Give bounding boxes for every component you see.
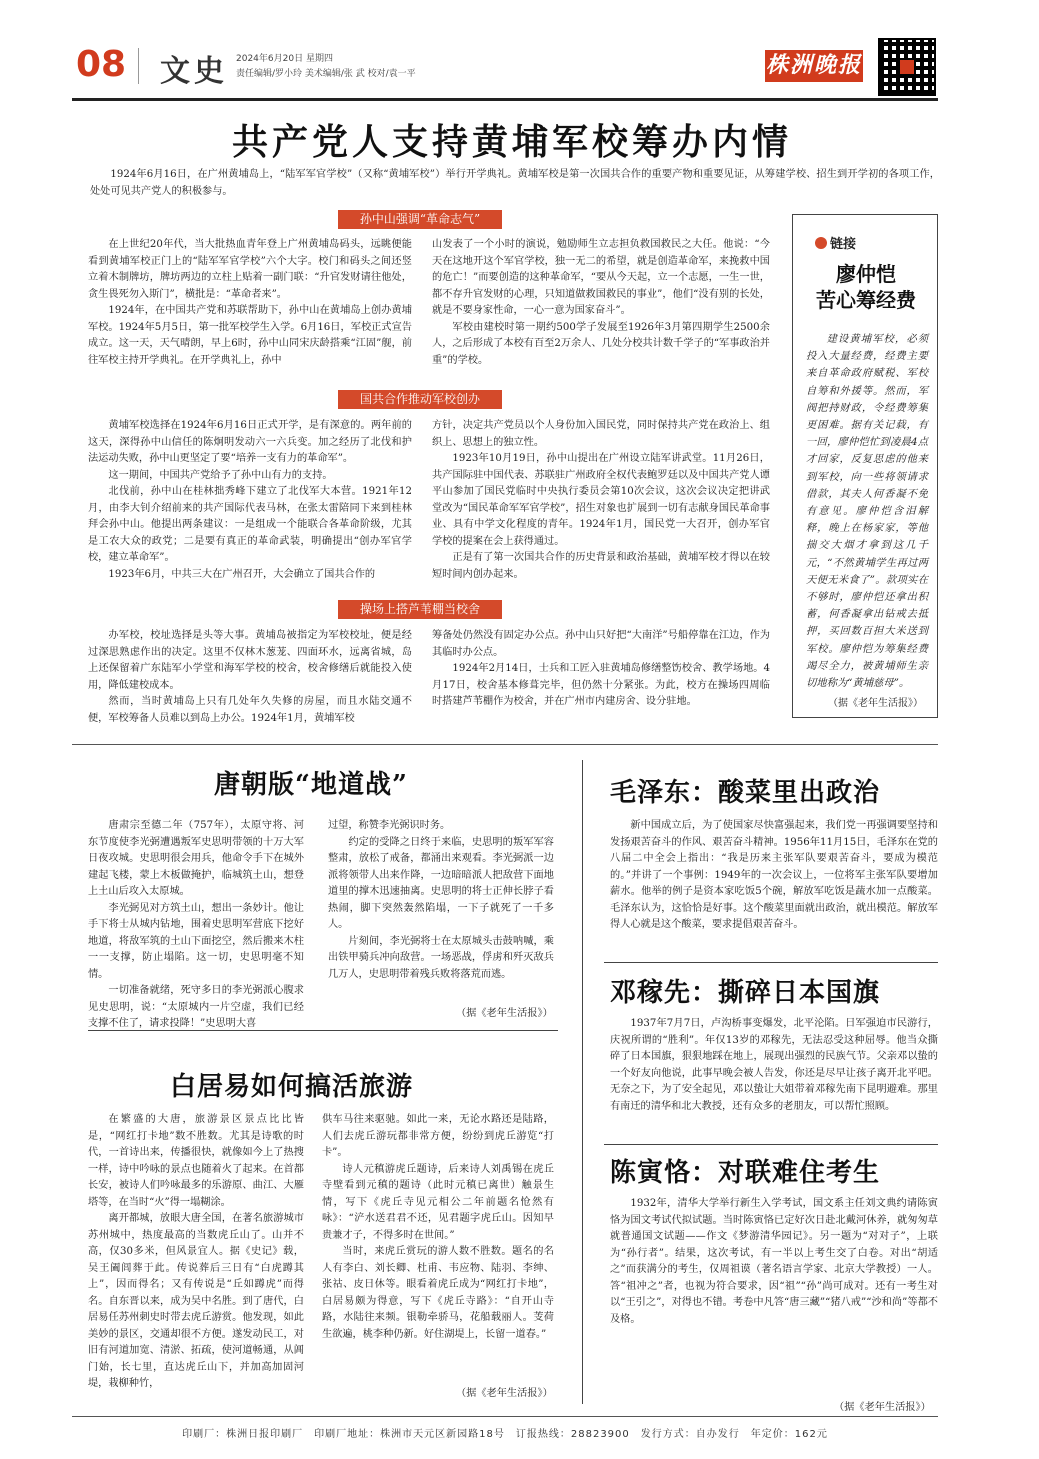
section-name: 文史 <box>160 54 228 89</box>
newspaper-logo: 株洲晚报 <box>765 50 863 82</box>
s3-col-left: 办军校，校址选择是头等大事。黄埔岛被指定为军校校址，便是经过深思熟虑作出的决定。这里不仅林木葱茏、四面环水，远离省城，岛上还保留着广东陆军小学堂和海军学校的校舍，校舍修缮后就能投入使用，降低建校成本。 然而，当时黄埔岛上只有几处年久失修的房屋，而且水陆交通不便，军校筹备人员难以到岛上办公。1924年1月，黄埔军校 <box>88 630 412 724</box>
bai-col-right: 供车马往来驱驰。如此一来，无论水路还是陆路，人们去虎丘游玩都非常方便，纷纷到虎丘游览“打卡”。 诗人元稹游虎丘题诗，后来诗人刘禹锡在虎丘寺壁看到元稹的题诗（此时元稹已离世）触景生情，写下《虎丘寺见元相公二年前题名怆然有咏》：“浐水送君君不还，见君题字虎丘山。因知早贵兼才子，不得多时在世间。” 当时，来虎丘赏玩的游人数不胜数。题名的名人有李白、刘长卿、杜甫、韦应物、陆羽、李绅、张祜、皮日休等。眼看着虎丘成为“网红打卡地”，白居易颇为得意，写下《虎丘寺路》：“自开山寺路，水陆往来频。银勒牵骄马，花船载丽人。芰荷生欲遍，桃李种仍新。好住湖堤上，长留一道春。” <box>322 1114 554 1340</box>
s2-col-left: 黄埔军校选择在1924年6月16日正式开学，是有深意的。两年前的这天，深得孙中山信任的陈炯明发动六一六兵变。加之经历了北伐和护法运动失败，孙中山更坚定了要“培养一支有力的革命军”。 这一期间，中国共产党给予了孙中山有力的支持。 北伐前，孙中山在桂林拙秀峰下建立了北伐军大本营。1921年12月，由李大钊介绍前来的共产国际代表马林，在张太雷陪同下来到桂林拜会孙中山。他提出两条建议：一是组成一个能联合各革命阶级，尤其是工农大众的政党；二是要有真正的革命武装，明确提出“创办军官学校，建立革命军”。 1923年6月，中共三大在广州召开，大会确立了国共合作的 <box>88 420 412 580</box>
date-line: 2024年6月20日 星期四 <box>236 54 333 64</box>
s2-col-right: 方针，决定共产党员以个人身份加入国民党，同时保持共产党在政治上、组织上、思想上的独立性。 1923年10月19日，孙中山提出在广州设立陆军讲武堂。11月26日，共产国际驻中国代表、苏联驻广州政府全权代表鲍罗廷以及中国共产党人谭平山参加了国民党临时中央执行委员会第10次会议，这次会议决定把讲武堂改为“国民革命军军官学校”，招生对象也扩展到一切有志献身国民革命事业、具有中学文化程度的青年。1924年1月，国民党一大召开，创办军官学校的提案在会上获得通过。 正是有了第一次国共合作的历史背景和政治基础，黄埔军校才得以在较短时间内创办起来。 <box>432 420 770 580</box>
left-hsep <box>88 1030 558 1031</box>
sidebar-title: 廖仲恺 苦心筹经费 <box>816 262 916 312</box>
subhead-2: 国共合作推动军校创办 <box>338 390 502 409</box>
header-rule <box>72 98 938 101</box>
tang-title: 唐朝版“地道战” <box>214 770 408 800</box>
main-lead: 1924年6月16日，在广州黄埔岛上，“陆军军官学校”（又称“黄埔军校”）举行开学典礼。黄埔军校是第一次国共合作的重要产物和重要见证，从筹建学校、招生到开学初的各项工作，处处可见共产党人的积极参与。 <box>90 169 940 197</box>
mao-body: 新中国成立后，为了使国家尽快富强起来，我们党一再强调要坚持和发扬艰苦奋斗的作风、艰苦奋斗精神。1956年11月15日，毛泽东在党的八届二中全会上指出：“我是历来主张军队要艰苦奋斗，要成为模范的。”并讲了一个事例：1949年的一次会议上，一位将军主张军队要增加薪水。他举的例子是资本家吃饭5个碗，解放军吃饭是蔬水加一点酸菜。毛泽东认为，这恰恰是好事。这个酸菜里面就出政治，就出模范。解放军得人心就是这个酸菜，要求提倡艰苦奋斗。 <box>610 820 938 930</box>
main-headline: 共产党人支持黄埔军校筹办内情 <box>231 122 792 163</box>
right-hsep-1 <box>604 962 938 963</box>
s1-col-right: 山发表了一个小时的演说，勉励师生立志担负救国救民之大任。他说：“今天在这地开这个军官学校，独一无二的希望，就是创造革命军，来挽救中国的危亡！”而要创造的这种革命军，“要从今天起，立一个志愿，一生一世，都不存升官发财的心理，只知道做救国救民的事业”，他们“没有别的长处，就是不要身家性命，一心一意为国家奋斗”。 军校由建校时第一期约500学子发展至1926年3月第四期学生2500余人，之后形成了本校有百至2万余人、几处分校共计数千学子的“军事政治并重”的学校。 <box>432 239 770 366</box>
bai-title: 白居易如何搞活旅游 <box>170 1072 414 1102</box>
chen-title: 陈寅恪：对联难住考生 <box>610 1158 881 1188</box>
page-number: 08 <box>76 44 127 85</box>
sidebar-tag: 链接 <box>815 233 856 252</box>
deng-body: 1937年7月7日，卢沟桥事变爆发，北平沦陷。日军强迫市民游行，庆祝所谓的“胜利”。年仅13岁的邓稼先，无法忍受这种屈辱。他当众撕碎了日本国旗，狠狠地踩在地上，展现出强烈的民族气节。父亲邓以蛰的一个好友向他说，此事早晚会被人告发，你还是尽早让孩子离开北平吧。无奈之下，为了安全起见，邓以蛰让大姐带着邓稼先南下昆明避难。那里有南迁的清华和北大教授，还有众多的老朋友，可以帮忙照顾。 <box>610 1018 938 1112</box>
tang-col-left: 唐肃宗至德二年（757年），太原守将、河东节度使李光弼遭遇叛军史思明带领的十万大军日夜攻城。史思明很会用兵，他命令手下在城外建起飞楼，蒙上木板做掩护，临城筑土山，想登上土山后攻入太原城。 李光弼见对方筑土山，想出一条妙计。他让手下将士从城内钻地，围着史思明军营底下挖好地道，将敌军筑的土山下面挖空，然后搬来木柱一一支撑，防止塌陷。这一切，史思明毫不知情。 一切准备就绪，死守多日的李光弼派心腹求见史思明，说：“太原城内一片空虚，我们已经支撑不住了，请求投降！”史思明大喜 <box>88 820 304 1029</box>
mid-rule <box>72 744 938 745</box>
editor-line: 责任编辑/罗小玲 美术编辑/张 武 校对/袁一平 <box>236 69 416 79</box>
right-hsep-2 <box>604 1144 938 1145</box>
chen-body: 1932年，清华大学举行新生入学考试，国文系主任刘文典约请陈寅恪为国文考试代拟试题。当时陈寅恪已定好次日赴北戴河休养，就匆匆草就普通国文试题——作文《梦游清华园记》。另一题为“对对子”，上联为“孙行者”。结果，这次考试，有一半以上考生交了白卷。对出“胡适之”而获满分的考生，仅周祖谟（著名语言学家、北京大学教授）一人。答“祖冲之”者，也视为符合要求，因“祖”“孙”尚可成对。还有一考生对以“王引之”，对得也不错。考卷中凡答“唐三藏”“猪八戒”“沙和尚”等都不及格。 <box>610 1198 938 1325</box>
chen-source: （据《老年生活报》） <box>834 1402 931 1413</box>
deng-title: 邓稼先：撕碎日本国旗 <box>610 978 881 1008</box>
tang-source: （据《老年生活报》） <box>456 1008 553 1019</box>
s1-col-left: 在上世纪20年代，当大批热血青年登上广州黄埔岛码头，远眺便能看到黄埔军校正门上的“陆军军官学校”六个大字。校门和码头之间还竖立着木制牌坊，牌坊两边的立柱上贴着一副门联：“升官发财请往他处，贪生畏死勿入斯门”，横批是：“革命者来”。 1924年，在中国共产党和苏联帮助下，孙中山在黄埔岛上创办黄埔军校。1924年5月5日，第一批军校学生入学。6月16日，军校正式宣告成立。这一天，天气晴朗，早上6时，孙中山同宋庆龄搭乘“江固”舰，前往军校主持开学典礼。在开学典礼上，孙中 <box>88 239 412 366</box>
qr-code-icon[interactable] <box>878 38 936 96</box>
sidebar-source: （据《老年生活报》） <box>828 698 923 709</box>
footer-info: 印刷厂：株洲日报印刷厂 印刷厂地址：株洲市天元区新园路18号 订报热线：28823900 发行方式：自办发行 年定价：162元 <box>182 1429 828 1440</box>
bai-col-left: 在繁盛的大唐，旅游景区景点比比皆是，“网红打卡地”数不胜数。尤其是诗歌的时代，一首诗出来，传播很快，就像如今上了热搜一样，诗中吟咏的景点也随着火了起来。在首都长安，被诗人们吟咏最多的乐游原、曲江、大雁塔等，在当时“火”得一塌糊涂。 离开都城，放眼大唐全国，在著名旅游城市苏州城中，热度最高的当数虎丘山了。山并不高，仅30多米，但风景宜人。据《史记》载，吴王阖闾葬于此。传说葬后三日有“白虎蹲其上”，因而得名；又有传说是“丘如蹲虎”而得名。自东晋以来，成为吴中名胜。到了唐代，白居易任苏州刺史时带去虎丘游赏。他发现，如此美妙的景区，交通却很不方便。遂发动民工，对旧有河道加宽、清淤、拓疏，使河道畅通，从阊门始，长七里，直达虎丘山下，并加高加固河堤，栽柳种竹， <box>88 1114 304 1389</box>
tang-col-right: 过望，称赞李光弼识时务。 约定的受降之日终于来临，史思明的叛军军容整肃，放松了戒备，都涌出来观看。李光弼派一边派将领带人出来作降，一边暗暗派人把敌营下面地道里的撑木迅速抽离。史思明的将士正伸长脖子看热闹，脚下突然轰然陷塌，一下子就死了一千多人。 片刻间，李光弼将士在太原城头击鼓呐喊，乘出铁甲骑兵冲向敌营。一场恶战，俘虏和歼灭敌兵几万人，史思明带着残兵败将落荒而逃。 <box>328 820 554 980</box>
column-divider <box>582 760 583 1404</box>
footer-rule <box>72 1416 938 1417</box>
link-dot-icon <box>815 237 827 249</box>
mao-title: 毛泽东：酸菜里出政治 <box>610 778 881 808</box>
subhead-1: 孙中山强调“革命志气” <box>338 210 502 229</box>
sidebar-body: 建设黄埔军校，必须投入大量经费，经费主要来自革命政府赋税、军校自筹和外援等。然而，军阀把持财政，令经费筹集更困难。据有关记载，有一回，廖仲恺忙到凌晨4点才回家，反复思虑的他来到军校，向一些将领请求借款，其夫人何香凝不免有意见。廖仲恺含泪解释，晚上在杨家家，等他揣交大烟才拿到这几千元，“不然黄埔学生再过两天便无米食了”。款项实在不够时，廖仲恺还拿出积蓄，何香凝拿出钻戒去抵押，买回数百担大米送到军校。廖仲恺为筹集经费竭尽全力，被黄埔师生亲切地称为“黄埔慈母”。 <box>806 333 928 690</box>
header-divider <box>138 48 139 84</box>
subhead-3: 操场上搭芦苇棚当校舍 <box>338 600 502 619</box>
s3-col-right: 筹备处仍然没有固定办公点。孙中山只好把“大南洋”号船停靠在江边，作为其临时办公点。 1924年2月14日，士兵和工匠入驻黄埔岛修缮整饬校舍、教学场地。4月17日，校舍基本修葺完毕，但仍然十分紧张。为此，校方在操场四周临时搭建芦苇棚作为校舍，并在广州市内建房舍、设分驻地。 <box>432 630 770 707</box>
sidebar-box <box>792 214 938 718</box>
bai-source: （据《老年生活报》） <box>456 1388 553 1399</box>
